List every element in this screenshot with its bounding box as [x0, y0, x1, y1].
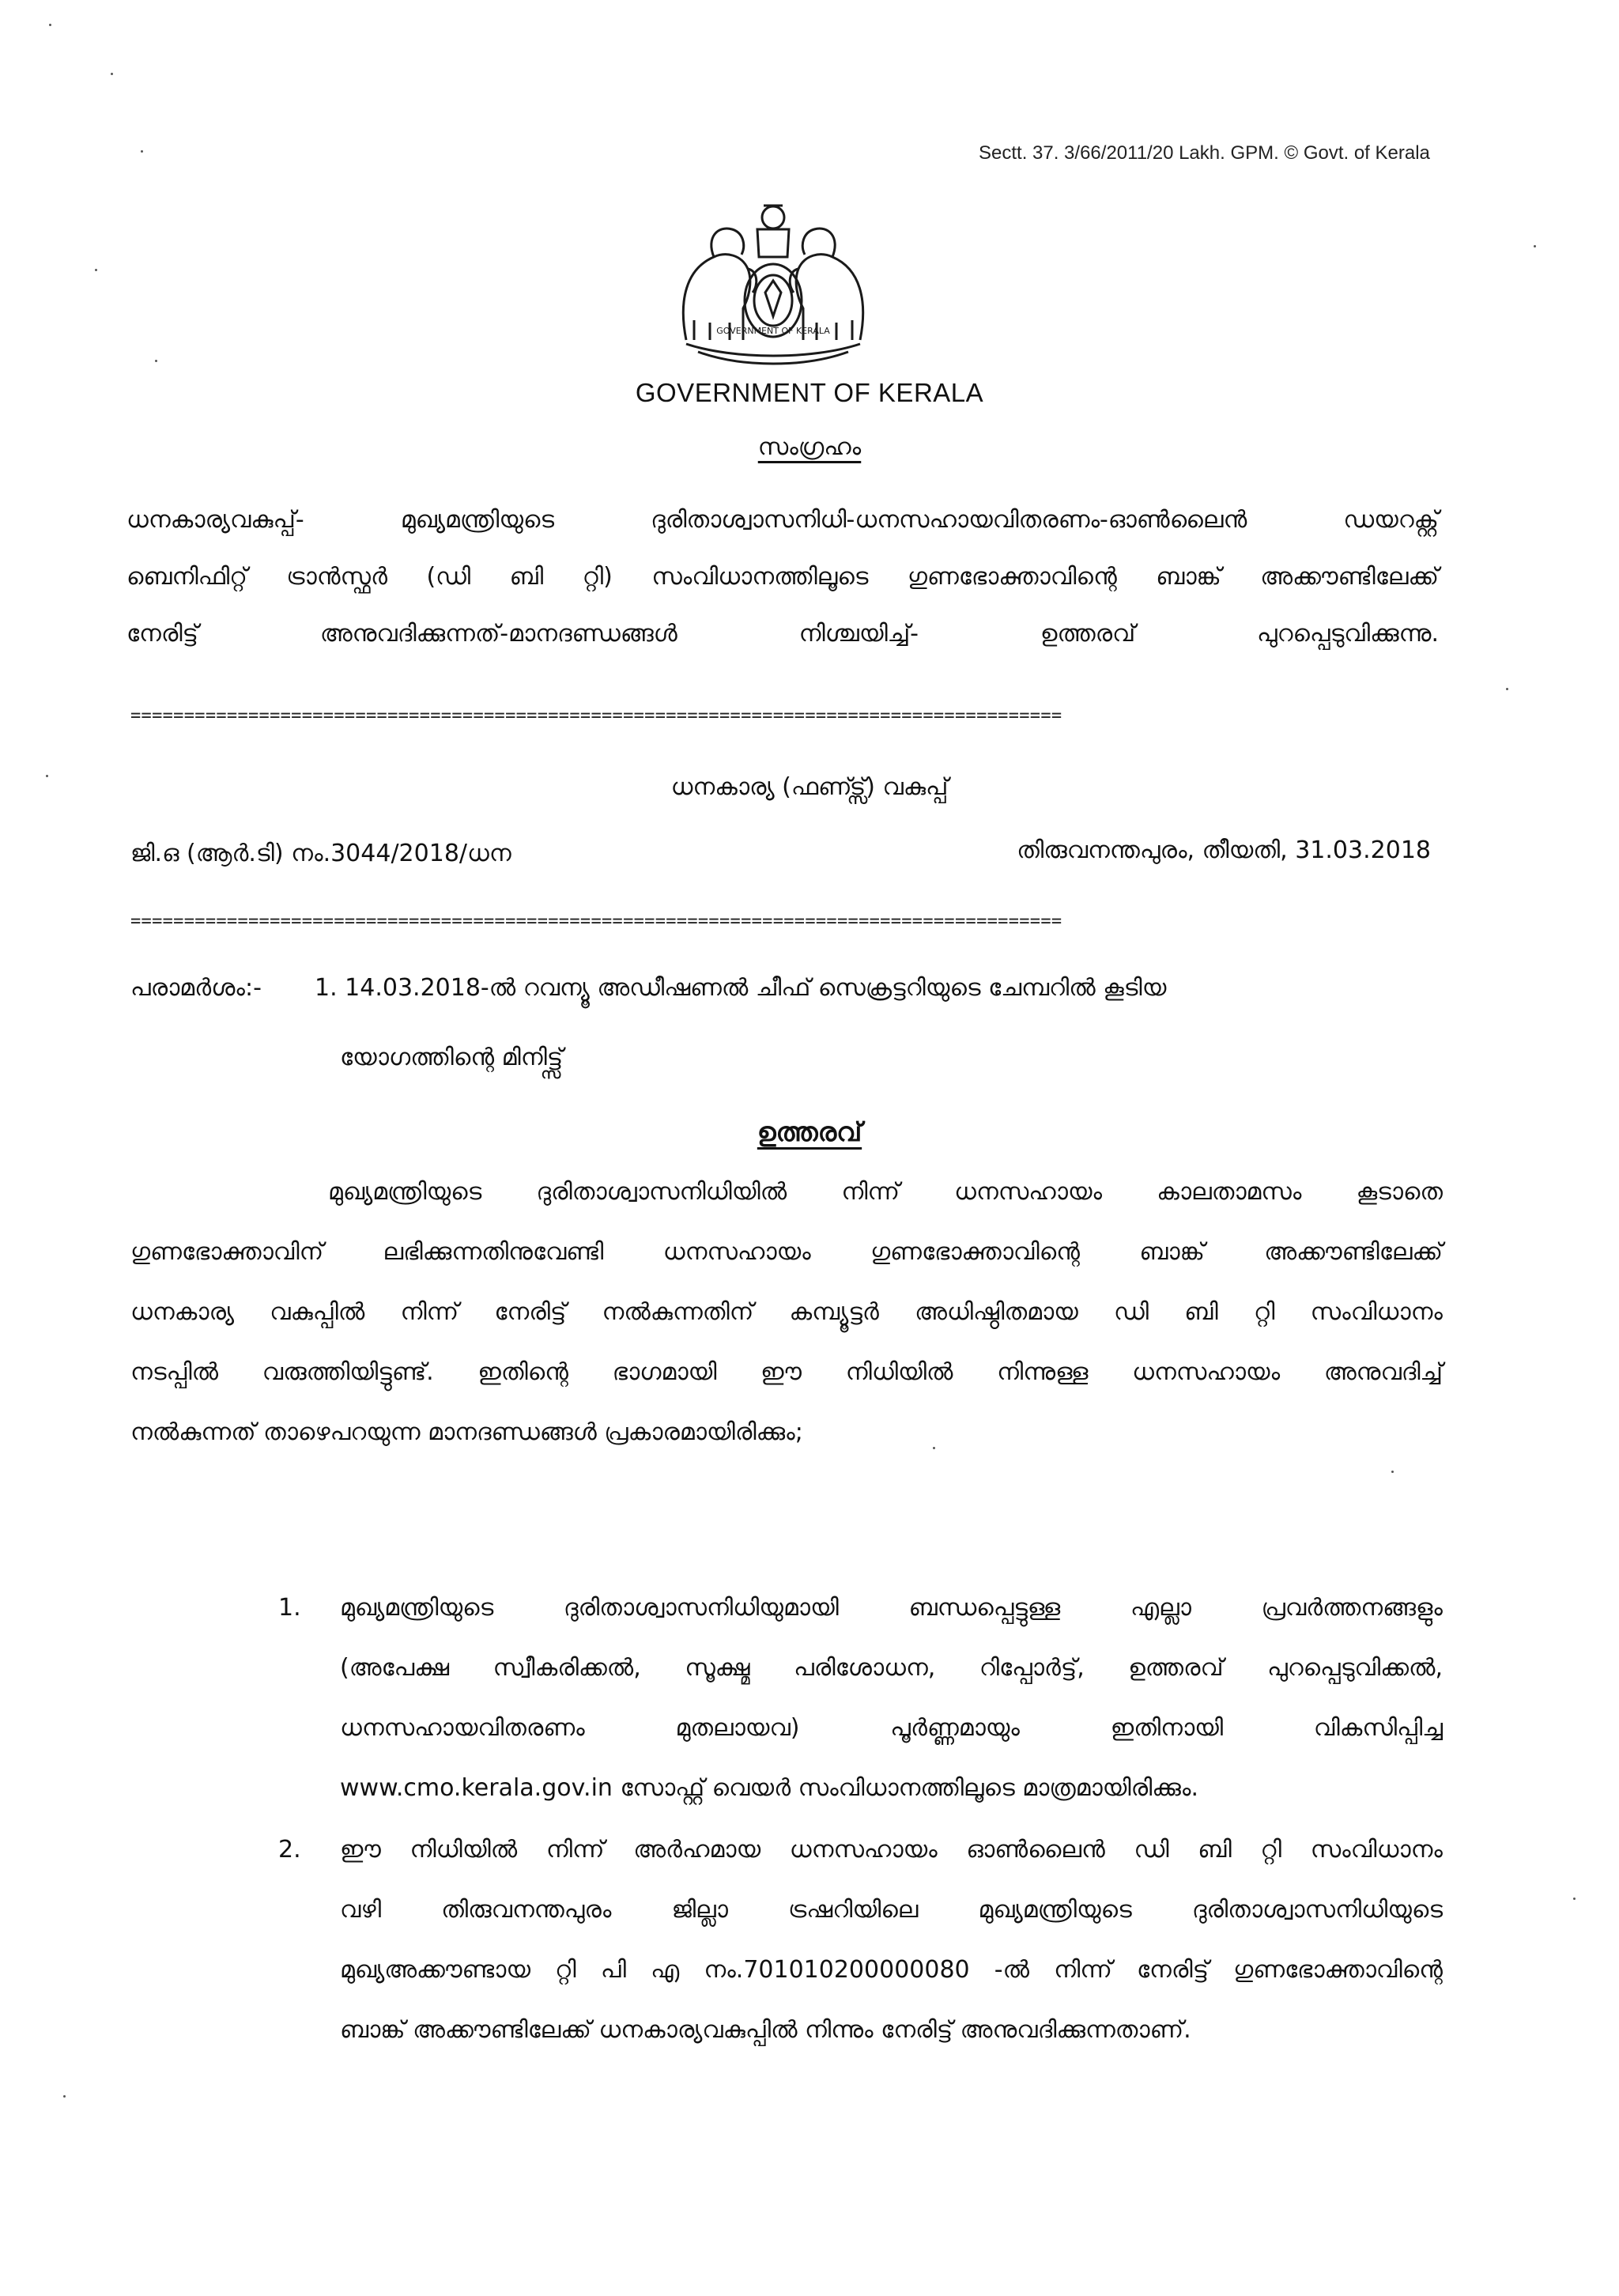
scan-speck: [63, 2095, 66, 2098]
government-title: GOVERNMENT OF KERALA: [635, 378, 984, 407]
svg-text:GOVERNMENT OF KERALA: GOVERNMENT OF KERALA: [716, 326, 830, 336]
place-date: തിരുവനന്തപുരം, തീയതി, 31.03.2018: [1017, 836, 1431, 864]
subject-line: ബെനിഫിറ്റ് ട്രാൻസ്ഫർ (ഡി ബി റ്റി) സംവിധാനത്തിലൂടെ ഗുണഭോക്താവിന്റെ ബാങ്ക് അക്കൗണ്ടിലേക്ക്: [126, 563, 1439, 591]
subject-block: [126, 492, 1439, 663]
scan-speck: [111, 73, 113, 75]
reference-text-continued: യോഗത്തിന്റെ മിനിട്ട്സ്: [340, 1044, 564, 1071]
scan-speck: [1391, 1471, 1394, 1473]
kerala-state-emblem-icon: [670, 182, 876, 372]
summary-title: സംഗ്രഹം: [757, 433, 862, 461]
criteria-line: (അപേക്ഷ സ്വീകരിക്കൽ, സൂക്ഷ്മ പരിശോധന, റിപ്പോർട്ട്, ഉത്തരവ് പുറപ്പെടുവിക്കൽ,: [340, 1654, 1443, 1682]
criteria-line: ഈ നിധിയിൽ നിന്ന് അർഹമായ ധനസഹായം ഓൺലൈൻ ഡി ബി റ്റി സംവിധാനം: [340, 1836, 1443, 1864]
criteria-line: വഴി തിരുവനന്തപുരം ജില്ലാ ട്രഷറിയിലെ മുഖ്യമന്ത്രിയുടെ ദുരിതാശ്വാസനിധിയുടെ: [340, 1896, 1443, 1924]
scan-speck: [95, 269, 97, 271]
scan-speck: [1534, 245, 1536, 247]
body-line: ധനകാര്യ വകുപ്പിൽ നിന്ന് നേരിട്ട് നൽകുന്നതിന് കമ്പ്യൂട്ടർ അധിഷ്ഠിതമായ ഡി ബി റ്റി സംവിധാനം: [130, 1298, 1443, 1326]
criteria-line: മുഖ്യമന്ത്രിയുടെ ദുരിതാശ്വാസനിധിയുമായി ബന്ധപ്പെട്ടുള്ള എല്ലാ പ്രവർത്തനങ്ങളും: [340, 1594, 1443, 1622]
criteria-list: [269, 1578, 1443, 2062]
print-reference-line: Sectt. 37. 3/66/2011/20 Lakh. GPM. © Govt. of Kerala: [979, 142, 1430, 164]
criteria-item: [269, 1820, 1443, 2060]
order-body-paragraph: [130, 1162, 1443, 1463]
body-line: മുഖ്യമന്ത്രിയുടെ ദുരിതാശ്വാസനിധിയിൽ നിന്ന് ധനസഹായം കാലതാമസം കൂടാതെ: [328, 1178, 1443, 1206]
reference-label: പരാമർശം:-: [130, 974, 262, 1002]
body-line: ഗുണഭോക്താവിന് ലഭിക്കുന്നതിനുവേണ്ടി ധനസഹായം ഗുണഭോക്താവിന്റെ ബാങ്ക് അക്കൗണ്ടിലേക്ക്: [130, 1238, 1443, 1266]
criteria-item: [269, 1578, 1443, 1818]
subject-line: നേരിട്ട് അനുവദിക്കുന്നത്-മാനദണ്ഡങ്ങൾ നിശ്ചയിച്ച്- ഉത്തരവ് പുറപ്പെടുവിക്കുന്നു.: [126, 620, 1439, 648]
scan-speck: [155, 360, 157, 362]
scan-speck: [1573, 1898, 1576, 1900]
criteria-line: www.cmo.kerala.gov.in സോഫ്റ്റ് വെയർ സംവിധാനത്തിലൂടെ മാത്രമായിരിക്കും.: [340, 1774, 1199, 1802]
criteria-line: ബാങ്ക് അക്കൗണ്ടിലേക്ക് ധനകാര്യവകുപ്പിൽ നിന്നും നേരിട്ട് അനുവദിക്കുന്നതാണ്.: [340, 2016, 1191, 2044]
scan-speck: [1506, 688, 1508, 690]
separator-rule: =======================================================================================: [130, 706, 1062, 726]
order-heading: ഉത്തരവ്: [757, 1116, 862, 1147]
criteria-line: ധനസഹായവിതരണം മുതലായവ) പൂർണ്ണമായും ഇതിനായി വികസിപ്പിച്ച: [340, 1714, 1443, 1742]
body-line: നൽകുന്നത് താഴെപറയുന്ന മാനദണ്ഡങ്ങൾ പ്രകാരമായിരിക്കും;: [130, 1418, 803, 1446]
separator-rule: =======================================================================================: [130, 912, 1062, 931]
go-number: ജി.ഒ (ആർ.ടി) നം.3044/2018/ധന: [130, 840, 511, 867]
subject-line: ധനകാര്യവകുപ്പ്- മുഖ്യമന്ത്രിയുടെ ദുരിതാശ്വാസനിധി-ധനസഹായവിതരണം-ഓൺലൈൻ ഡയറക്റ്റ്: [126, 506, 1439, 534]
reference-text: 1. 14.03.2018-ൽ റവന്യൂ അഡീഷണൽ ചീഫ് സെക്രട്ടറിയുടെ ചേമ്പറിൽ കൂടിയ: [315, 974, 1167, 1002]
department-name: ധനകാര്യ (ഫണ്ട്സ്) വകുപ്പ്: [670, 773, 949, 801]
body-line: നടപ്പിൽ വരുത്തിയിട്ടുണ്ട്. ഇതിന്റെ ഭാഗമായി ഈ നിധിയിൽ നിന്നുള്ള ധനസഹായം അനുവദിച്ച്: [130, 1358, 1443, 1386]
scan-speck: [49, 24, 51, 26]
criteria-number: 1.: [278, 1594, 301, 1622]
criteria-line: മുഖ്യഅക്കൗണ്ടായ റ്റി പി എ നം.701010200000080 -ൽ നിന്ന് നേരിട്ട് ഗുണഭോക്താവിന്റെ: [340, 1956, 1443, 1984]
criteria-number: 2.: [278, 1836, 301, 1864]
scan-speck: [141, 150, 143, 153]
